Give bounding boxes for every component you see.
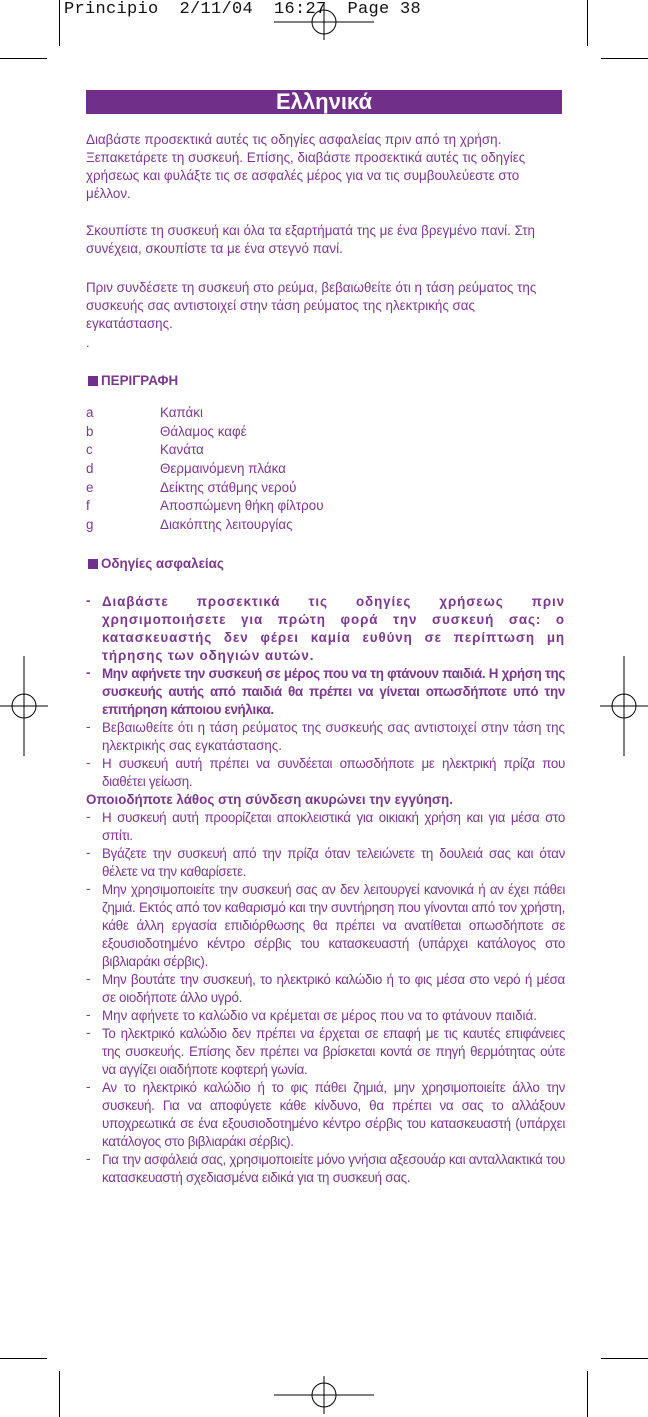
part-letter: a — [86, 405, 94, 420]
list-dash: - — [86, 1151, 91, 1166]
safety-instructions — [86, 593, 565, 1187]
list-item — [86, 1007, 565, 1025]
registration-mark-right-icon — [600, 656, 648, 756]
part-letter: b — [86, 423, 94, 439]
safety-text-8: Μην βουτάτε την συσκευή, το ηλεκτρικό καλώδιο ή το φις μέσα στο νερό ή μέσα σε οιοδήποτε άλλο υγρό. — [102, 972, 565, 1005]
safety-text-4: Η συσκευή αυτή πρέπει να συνδέεται οπωσδήποτε με ηλεκτρική πρίζα που διαθέτει γείωση. — [102, 756, 565, 789]
crop-mark-top-right-vertical — [587, 0, 588, 46]
list-dash: - — [86, 971, 91, 986]
list-item — [86, 460, 324, 479]
safety-text-10: Το ηλεκτρικό καλώδιο δεν πρέπει να έρχεται σε επαφή με τις καυτές επιφάνειες της συσκευής. Επίσης δεν πρέπει να βρίσκεται κοντά σε πηγή θερμότητας ούτε να αγγίζει οιαδήποτε κοφτερή γωνία. — [102, 1026, 565, 1077]
intro-paragraph-3 — [86, 279, 565, 333]
list-item — [86, 1079, 565, 1151]
list-item — [86, 423, 324, 442]
crop-mark-bottom-left-horizontal — [0, 1358, 47, 1359]
list-dash: - — [86, 845, 91, 860]
crop-mark-top-right-horizontal — [601, 58, 648, 59]
list-dash: - — [86, 665, 91, 680]
safety-heading-text: Οδηγίες ασφαλείας — [101, 556, 224, 571]
page-title: Ελληνικά — [276, 89, 372, 114]
part-letter: f — [86, 498, 90, 514]
list-item — [86, 971, 565, 1007]
list-item — [86, 516, 324, 535]
safety-text-9: Μην αφήνετε το καλώδιο να κρέμεται σε μέρος που να το φτάνουν παιδιά. — [102, 1008, 537, 1023]
list-item — [86, 479, 324, 498]
safety-heading — [88, 556, 224, 571]
intro-paragraph-1 — [86, 131, 565, 203]
list-dash: - — [86, 593, 91, 608]
list-item — [86, 1151, 565, 1187]
list-dash: - — [86, 719, 91, 734]
part-letter: d — [86, 461, 94, 477]
part-letter: c — [86, 442, 93, 458]
part-name: Αποσπώμενη θήκη φίλτρου — [160, 498, 324, 514]
list-dash: - — [86, 755, 91, 770]
crop-mark-bottom-left-vertical — [59, 1371, 60, 1417]
registration-mark-bottom-icon — [274, 1376, 374, 1414]
registration-mark-left-icon — [0, 656, 48, 756]
bullet-square-icon — [88, 559, 98, 569]
registration-mark-top-icon — [274, 4, 374, 40]
print-slug: Principio 2/11/04 16:27 Page 38 — [64, 0, 422, 19]
part-name: Καπάκι — [160, 405, 203, 420]
safety-text-3: Βεβαιωθείτε ότι η τάση ρεύματος της συσκευής σας αντιστοιχεί στην τάση της ηλεκτρικής σας εγκατάστασης. — [102, 720, 565, 753]
part-letter: g — [86, 517, 94, 533]
list-item — [86, 497, 324, 516]
list-dash: - — [86, 881, 91, 896]
language-title-bar — [86, 90, 562, 114]
warranty-note: Οποιοδήποτε λάθος στη σύνδεση ακυρώνει την εγγύηση. — [86, 792, 453, 807]
list-item — [86, 755, 565, 791]
intro-paragraph-2 — [86, 222, 565, 258]
list-item — [86, 719, 565, 755]
safety-text-12: Για την ασφάλειά σας, χρησιμοποιείτε μόνο γνήσια αξεσουάρ και ανταλλακτικά του κατασκευαστή σχεδιασμένα ειδικά για τη συσκευή σας. — [102, 1152, 565, 1185]
part-name: Διακόπτης λειτουργίας — [160, 517, 293, 533]
list-dash: - — [86, 809, 91, 824]
crop-mark-bottom-right-vertical — [587, 1371, 588, 1417]
bullet-square-icon — [88, 376, 98, 386]
list-item — [86, 441, 324, 460]
safety-text-11: Αν το ηλεκτρικό καλώδιο ή το φις πάθει ζημιά, μην χρησιμοποιείτε άλλο την συσκευή. Για να αποφύγετε κάθε κίνδυνο, θα πρέπει να σας το αλλάξουν υποχρεωτικά σε ένα εξουσιοδοτημένο κέντρο σέρβις του κατασκευαστή (υπάρχει κατάλογος στο βιβλιαράκι σέρβις). — [102, 1080, 565, 1149]
list-dash: - — [86, 1007, 91, 1022]
list-item — [86, 1025, 565, 1079]
safety-text-6: Βγάζετε την συσκευή από την πρίζα όταν τελειώνετε τη δουλειά σας και όταν θέλετε να την καθαρίσετε. — [102, 846, 565, 879]
parts-list — [86, 404, 324, 535]
intro-text-1: Διαβάστε προσεκτικά αυτές τις οδηγίες ασφαλείας πριν από τη χρήση. Ξεπακετάρετε τη συσκευή. Επίσης, διαβάστε προσεκτικά αυτές τις οδηγίες χρήσεως και φυλάξτε τις σε ασφαλές μέρος για να τις συμβουλεύεστε στο μέλλον. — [86, 132, 526, 201]
list-item — [86, 665, 565, 719]
safety-text-1: Διαβάστε προσεκτικά τις οδηγίες χρήσεως πριν χρησιμοποιήσετε για πρώτη φορά την συσκευή σας: ο κατασκευαστής δεν φέρει καμία ευθύνη σε περίπτωση μη τήρησης των οδηγιών αυτών. — [102, 594, 565, 663]
part-name: Θάλαμος καφέ — [160, 423, 247, 439]
safety-text-5: Η συσκευή αυτή προορίζεται αποκλειστικά για οικιακή χρήση και για μέσα στο σπίτι. — [102, 810, 565, 843]
part-name: Κανάτα — [160, 442, 204, 458]
intro-text-3: Πριν συνδέσετε τη συσκευή στο ρεύμα, βεβαιωθείτε ότι η τάση ρεύματος της συσκευής σας αντιστοιχεί στην τάση ρεύματος της ηλεκτρικής σας εγκατάστασης. — [86, 280, 537, 331]
list-item — [86, 809, 565, 845]
part-name: Δείκτης στάθμης νερού — [160, 479, 297, 495]
stray-dot: . — [86, 335, 90, 350]
part-name: Θερμαινόμενη πλάκα — [160, 461, 286, 477]
safety-text-7: Μην χρησιμοποιείτε την συσκευή σας αν δεν λειτουργεί κανονικά ή αν έχει πάθει ζημιά. Εκτός από τον καθαρισμό και την συντήρηση που γίνονται από τον χρήστη, κάθε άλλη εργασία επιδιόρθωσης θα πρέπει να ανατίθεται οπωσδήποτε σε εξουσιοδοτημένο κέντρο σέρβις του κατασκευαστή (υπάρχει κατάλογος στο βιβλιαράκι σέρβις). — [102, 882, 565, 969]
intro-text-2: Σκουπίστε τη συσκευή και όλα τα εξαρτήματά της με ένα βρεγμένο πανί. Στη συνέχεια, σκουπίστε τα με ένα στεγνό πανί. — [86, 223, 535, 256]
part-letter: e — [86, 479, 94, 495]
safety-text-2: Μην αφήνετε την συσκευή σε μέρος που να τη φτάνουν παιδιά. Η χρήση της συσκευής αυτής από παιδιά θα πρέπει να γίνεται οπωσδήποτε υπό την επιτήρηση κάποιου ενήλικα. — [102, 666, 565, 717]
list-item — [86, 845, 565, 881]
description-heading — [88, 373, 178, 388]
crop-mark-bottom-right-horizontal — [601, 1358, 648, 1359]
description-heading-text: ΠΕΡΙΓΡΑΦΗ — [101, 373, 179, 388]
list-dash: - — [86, 1079, 91, 1094]
crop-mark-top-left-vertical — [59, 0, 60, 46]
crop-mark-top-left-horizontal — [0, 58, 47, 59]
list-item — [86, 881, 565, 971]
list-dash: - — [86, 1025, 91, 1040]
list-item — [86, 404, 324, 423]
list-item — [86, 593, 565, 665]
